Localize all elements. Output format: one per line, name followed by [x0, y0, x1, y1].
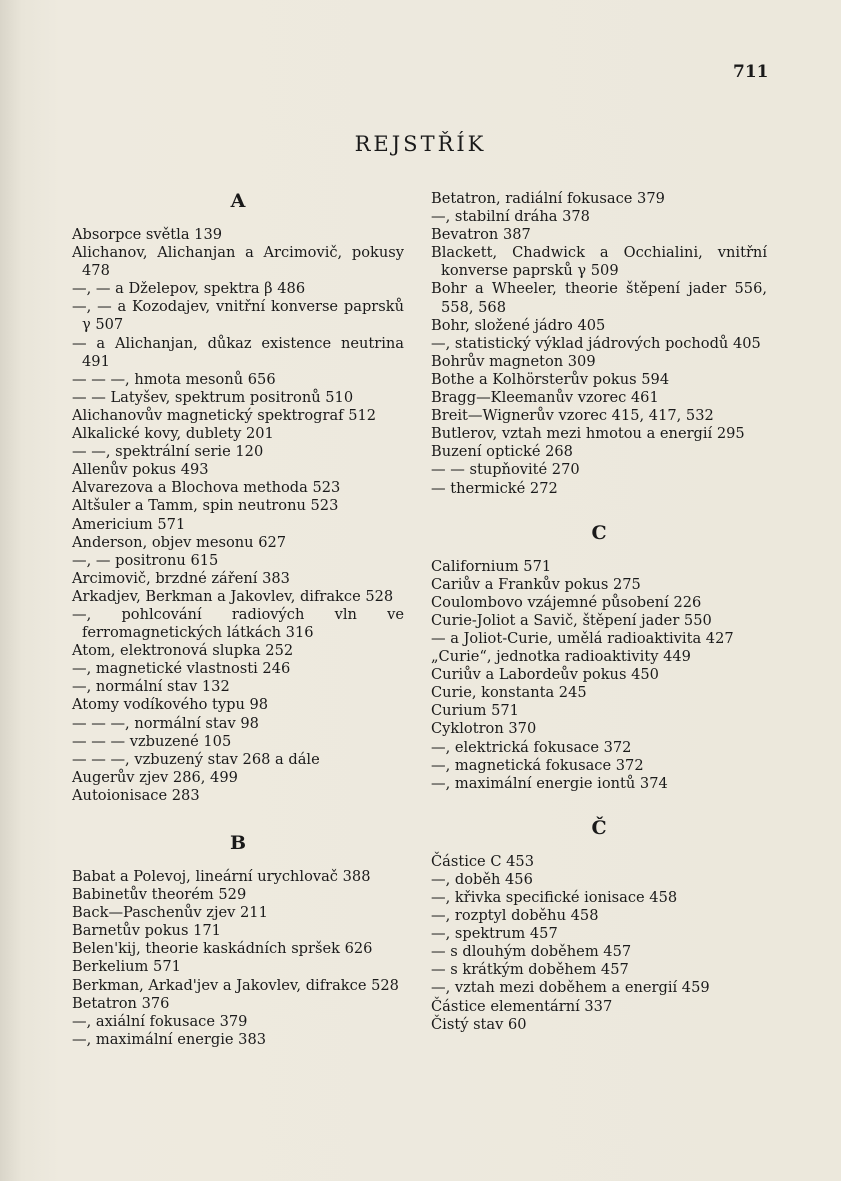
index-entry: —, normální stav 132 — [72, 678, 230, 696]
index-entry: Americium 571 — [72, 515, 186, 533]
index-entry: Atomy vodíkového typu 98 — [72, 696, 269, 714]
index-entry: Bothe a Kolhörsterův pokus 594 — [431, 370, 670, 388]
section-c-caron-entries — [431, 853, 767, 1034]
index-entry: —, rozptyl doběhu 458 — [431, 907, 599, 925]
index-entry: Autoionisace 283 — [72, 786, 200, 804]
index-entry: — — — vzbuzené 105 — [72, 732, 232, 750]
index-entry: —, — a Kozodajev, vnitřní konverse paprsků γ 507 — [72, 298, 404, 334]
page-number: 711 — [733, 62, 769, 82]
index-entry: Alkalické kovy, dublety 201 — [72, 425, 274, 443]
index-entry: —, elektrická fokusace 372 — [431, 738, 632, 756]
index-entry: Altšuler a Tamm, spin neutronu 523 — [72, 497, 339, 515]
index-entry: Arkadjev, Berkman a Jakovlev, difrakce 528 — [72, 587, 394, 605]
index-entry: Coulombovo vzájemné působení 226 — [431, 593, 702, 611]
index-entry: — a Alichanjan, důkaz existence neutrina 491 — [72, 334, 404, 370]
index-entry: — — stupňovité 270 — [431, 461, 580, 479]
right-column — [431, 190, 767, 1034]
section-heading-b: B — [229, 832, 247, 854]
index-entry: Arcimovič, brzdné záření 383 — [72, 569, 290, 587]
index-entry: Atom, elektronová slupka 252 — [72, 642, 294, 660]
section-heading-c-caron: Č — [591, 816, 607, 839]
index-entry: —, — a Dželepov, spektra β 486 — [72, 280, 306, 298]
section-c-entries — [431, 558, 767, 793]
index-entry: Curiův a Labordeův pokus 450 — [431, 666, 659, 684]
index-entry: Bohr, složené jádro 405 — [431, 316, 606, 334]
index-entry: Cyklotron 370 — [431, 720, 537, 738]
index-entry: Berkman, Arkad'jev a Jakovlev, difrakce 528 — [72, 976, 399, 994]
index-entry: Californium 571 — [431, 557, 552, 575]
index-entry: — — —, vzbuzený stav 268 a dále — [72, 750, 320, 768]
index-entry: Curie-Joliot a Savič, štěpení jader 550 — [431, 611, 712, 629]
index-entry: — — Latyšev, spektrum positronů 510 — [72, 388, 354, 406]
index-entry: —, axiální fokusace 379 — [72, 1012, 248, 1030]
index-entry: Babat a Polevoj, lineární urychlovač 388 — [72, 868, 371, 885]
index-entry: —, maximální energie iontů 374 — [431, 774, 668, 792]
index-entry: Barnetův pokus 171 — [72, 922, 221, 940]
left-column — [72, 190, 404, 1049]
index-entry: Bragg—Kleemanův vzorec 461 — [431, 389, 659, 407]
section-b-entries — [72, 868, 404, 1049]
index-entry: Alvarezova a Blochova methoda 523 — [72, 479, 341, 497]
index-entry: Buzení optické 268 — [431, 443, 573, 461]
index-entry: — a Joliot-Curie, umělá radioaktivita 427 — [431, 629, 734, 647]
index-entry: — thermické 272 — [431, 479, 558, 497]
index-entry: Berkelium 571 — [72, 958, 181, 976]
index-entry: —, křivka specifické ionisace 458 — [431, 889, 678, 906]
index-entry: Čistý stav 60 — [431, 1015, 527, 1033]
index-entry: Alichanovův magnetický spektrograf 512 — [72, 406, 377, 424]
index-entry: Alichanov, Alichanjan a Arcimovič, pokusy 478 — [72, 244, 404, 280]
index-entry: — s krátkým doběhem 457 — [431, 961, 629, 979]
section-heading-c: C — [591, 521, 607, 544]
section-b-continued-entries — [431, 190, 767, 498]
index-entry: —, maximální energie 383 — [72, 1030, 267, 1048]
index-entry: — —, spektrální serie 120 — [72, 443, 264, 461]
index-entry: Anderson, objev mesonu 627 — [72, 533, 287, 551]
index-entry: Butlerov, vztah mezi hmotou a energií 295 — [431, 425, 745, 443]
index-entry: „Curie“, jednotka radioaktivity 449 — [431, 648, 691, 666]
index-entry: Betatron 376 — [72, 994, 170, 1012]
index-entry: Bevatron 387 — [431, 226, 531, 244]
index-entry: Allenův pokus 493 — [72, 461, 209, 479]
index-entry: Částice elementární 337 — [431, 997, 613, 1015]
index-entry: —, magnetické vlastnosti 246 — [72, 660, 291, 678]
index-entry: Bohrův magneton 309 — [431, 352, 596, 370]
index-entry: Částice C 453 — [431, 852, 534, 870]
index-entry: —, doběh 456 — [431, 870, 533, 888]
index-entry: —, stabilní dráha 378 — [431, 208, 590, 226]
index-entry: — — —, normální stav 98 — [72, 714, 259, 732]
index-entry: Absorpce světla 139 — [72, 226, 223, 243]
page-title: REJSTŘÍK — [354, 132, 487, 157]
index-entry: — — —, hmota mesonů 656 — [72, 370, 276, 388]
index-entry: Curie, konstanta 245 — [431, 684, 587, 702]
index-entry: Cariův a Frankův pokus 275 — [431, 575, 641, 593]
index-entry: Babinetův theorém 529 — [72, 886, 247, 904]
section-a-entries — [72, 226, 404, 805]
index-entry: Belen'kij, theorie kaskádních spršek 626 — [72, 940, 373, 958]
index-entry: —, vztah mezi doběhem a energií 459 — [431, 979, 710, 997]
index-entry: —, statistický výklad jádrových pochodů 405 — [431, 334, 761, 352]
index-entry: Betatron, radiální fokusace 379 — [431, 190, 665, 207]
index-entry: Blackett, Chadwick a Occhialini, vnitřní konverse paprsků γ 509 — [431, 244, 767, 280]
index-entry: Back—Paschenův zjev 211 — [72, 904, 268, 922]
index-entry: Bohr a Wheeler, theorie štěpení jader 556, 558, 568 — [431, 280, 767, 316]
index-entry: —, spektrum 457 — [431, 925, 558, 943]
index-entry: —, — positronu 615 — [72, 551, 219, 569]
index-entry: Augerův zjev 286, 499 — [72, 768, 238, 786]
index-entry: —, pohlcování radiových vln ve ferromagnetických látkách 316 — [72, 605, 404, 642]
index-entry: Curium 571 — [431, 702, 519, 720]
index-entry: — s dlouhým doběhem 457 — [431, 943, 632, 961]
index-entry: —, magnetická fokusace 372 — [431, 756, 644, 774]
section-heading-a: A — [230, 190, 246, 212]
index-entry: Breit—Wignerův vzorec 415, 417, 532 — [431, 407, 714, 425]
